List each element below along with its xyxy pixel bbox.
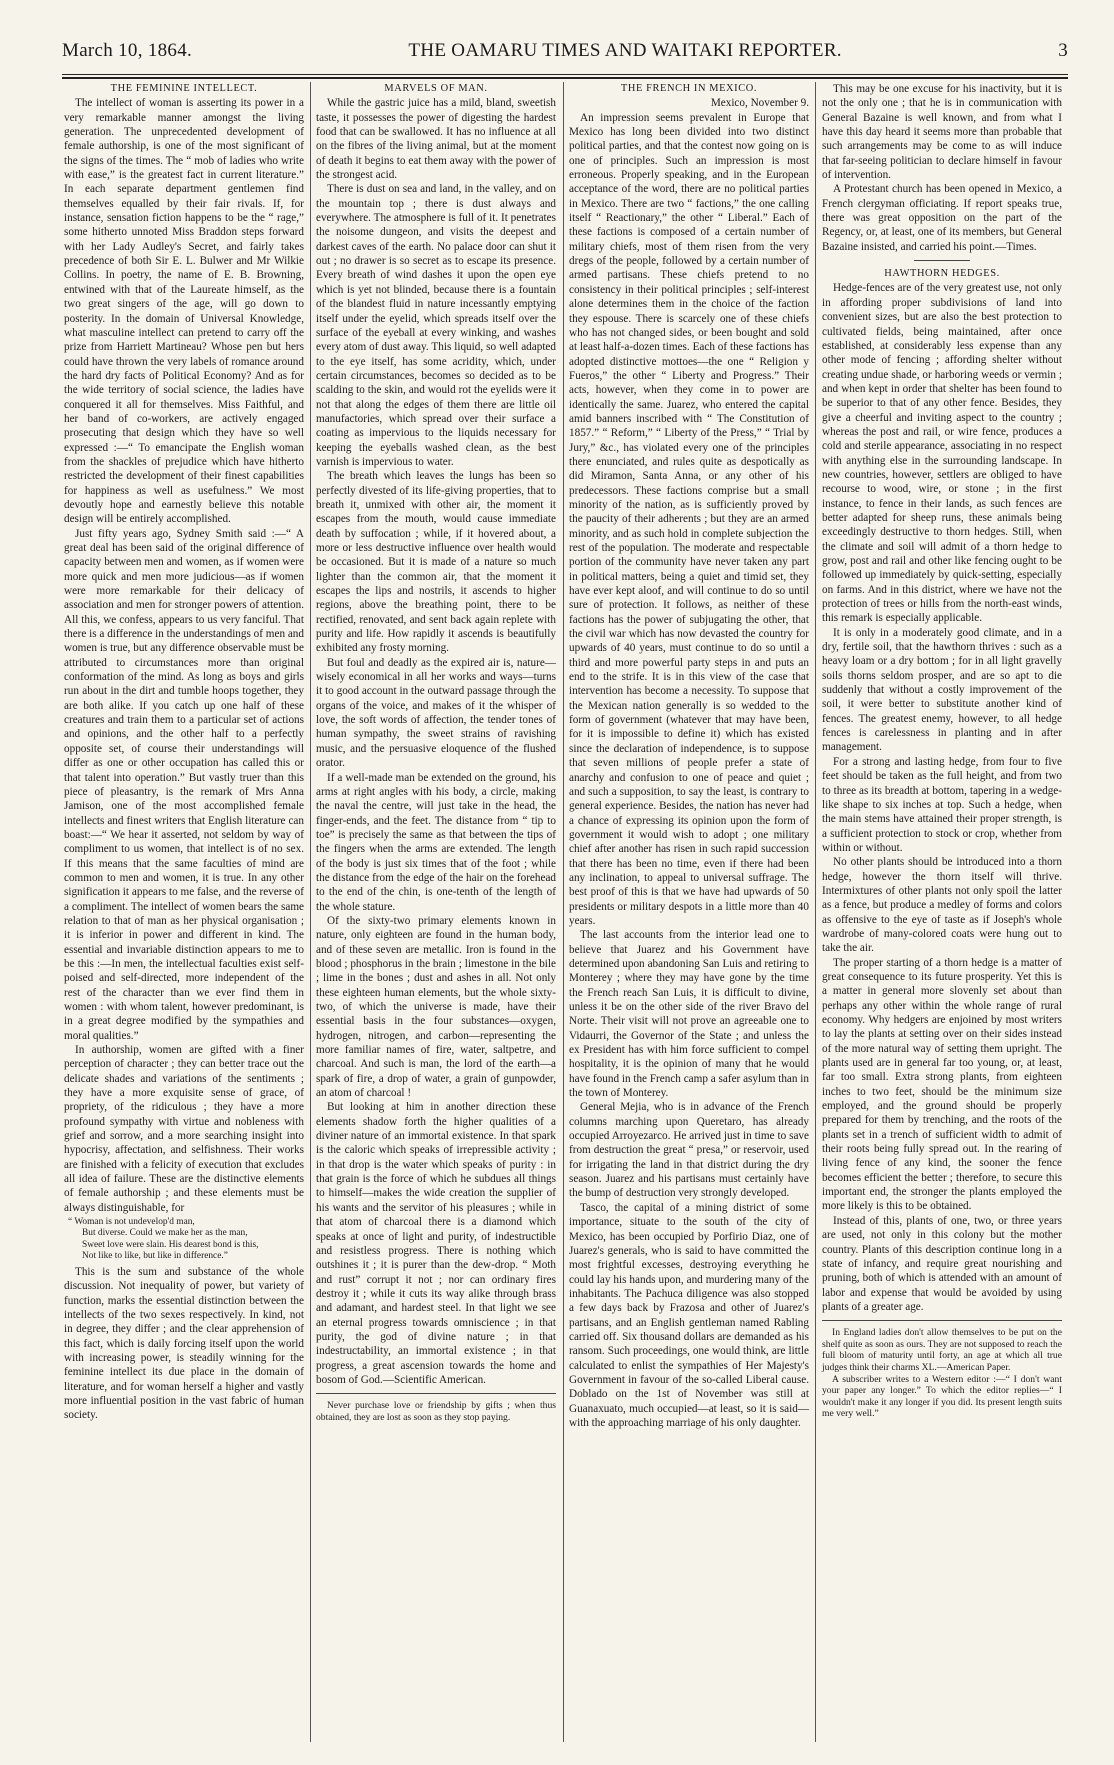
article-paragraph: Just fifty years ago, Sydney Smith said :—“ A great deal has been said of the original difference of capacity between men and women, as if women were more quick and men more judicious—as if women were more remarkable for their delicacy of association and men for stronger powers of attention. All this, we confess, appears to us very fanciful. That there is a difference in the understandings of men and women is true, but any difference observable must be attributed to circumstances more than original conformation of the mind. As long as boys and girls run about in the dirt and tumble hoops together, they are both alike. If you catch up one half of these creatures and train them to a particular set of actions and opinions, and the other half to a perfectly opposite set, of course their understandings will differ as one or other occupation has called this or that talent into operation.” But vastly truer than this piece of pleasantry, is the remark of Mrs Anna Jamison, one of the most accomplished female intellects and finest writers that English literature can boast:—“ We hear it asserted, not seldom by way of compliment to us women, that intellect is of no sex. If this means that the same faculties of mind are common to men and women, it is true. In any other signification it appears to me false, and the reverse of a compliment. The intellect of women bears the same relation to that of man as her physical organisation ; it is inferior in power and different in kind. The essential and invariable distinction appears to me to be this :—In men, the intellectual faculties exist self-poised and self-directed, more independent of the rest of the character than we ever find them in women : with whom talent, however predominant, is in a great degree modified by the sympathies and moral qualities.” [64,527,304,1042]
verse-quote [68,1217,304,1262]
filler-paragraph: A subscriber writes to a Western editor :—“ I don't want your paper any longer.” To which the editor replies—“ I wouldn't make it any longer if you did. Its present length suits me very well.” [822,1373,1062,1420]
article-heading: HAWTHORN HEDGES. [884,268,1000,280]
article-paragraph: In authorship, women are gifted with a finer perception of character ; they can better trace out the delicate shades and variations of the sentiments ; they have a more exquisite sense of grace, of propriety, of the ridiculous ; they have a more profound sympathy with virtue and nobleness with grief and sorrow, and a more searching insight into hypocrisy, affectation, and selfishness. Their works are finished with a felicity of execution that excludes all idea of failure. These are the distinctive elements of female authorship ; and these elements must be always distinguishable, for [64,1044,304,1214]
column-divider [310,82,311,1742]
column-4 [822,82,1062,1420]
filler-paragraph: In England ladies don't allow themselves to be put on the shelf quite as soon as ours. They are not supposed to reach the full bloom of maturity until forty, an age at which all true judges think their charms XL.—American Paper. [822,1327,1062,1373]
article-paragraph: An impression seems prevalent in Europe that Mexico has long been divided into two distinct political parties, and that the contest now going on is one of principles. Such an impression is most erroneous. Properly speaking, and in the European acceptance of the word, there are no political parties in Mexico. There are two “ factions,” the one calling itself “ Reactionary,” the other “ Liberal.” Each of these factions is composed of a certain number of military chiefs, most of them risen from the very dregs of the people, followed by a certain number of armed partisans. These chiefs pretend to no consistency in their political principles ; self-interest alone determines them in the choice of the faction they espouse. There is scarcely one of these chiefs who has not changed sides, or been bought and sold at least half-a-dozen times. Each of these factions has adopted distinctive mottoes—the one “ Religion y Fueros,” the other “ Liberty and Progress.” Their acts, however, when they come in to power are identically the same. Juarez, who entered the capital amid banners inscribed with “ The Constitution of 1857.” “ Reform,” “ Liberty of the Press,” “ Trial by Jury,” &c., has violated every one of the principles there enunciated, and rules quite as despotically as did Miramon, Santa Anna, or any other of his predecessors. These factions comprise but a small minority of the nation, as is sufficiently proved by the paucity of their adherents ; but they are an armed minority, and as such hold in complete subjection the rest of the population. The moderate and respectable portion of the community have never taken any part in political matters, being a quiet and timid set, they have ever kept aloof, and will continue to do so until sure of protection. It follows, as neither of these factions has the power of subjugating the other, that the civil war which has now devasted the country for upwards of 40 years, must continue to do so until a third and more powerful party steps in and puts an end to the strife. It is in this view of the case that intervention has become a necessity. To suppose that the Mexican nation generally is so wedded to the form of government (whatever that may have been, for it is impossible to define it) which has existed since the declaration of independence, is to suppose that seven millions of people prefer a state of anarchy and confusion to one of peace and quiet ; and such a supposition, to say the least, is contrary to general experience. Besides, the nation has never had a chance of expressing its opinion upon the form of government it would wish to adopt ; one military chief after another has risen in such rapid succession that there has been no time, even if there had been any inclination, to appeal to universal suffrage. The best proof of this is that we have had upwards of 50 presidents or military despots in a little more than 40 years. [569,111,809,927]
article-paragraph: General Mejia, who is in advance of the French columns marching upon Queretaro, has already occupied Arroyezarco. He arrived just in time to save from destruction the great “ presa,” or reservoir, used for irrigating the land in that district during the dry season. Juarez and his partisans must certainly have the bump of destruction very strongly developed. [569,1101,809,1200]
article-paragraph: This is the sum and substance of the whole discussion. Not inequality of power, but variety of function, marks the essential distinction between the intellects of the two sexes respectively. In kind, not in degree, they differ ; and the clear apprehension of this fact, which is daily forcing itself upon the world with increasing power, is steadily winning for the feminine intellect its due place in the domain of literature, and for woman herself a higher and vastly more influential position in the vast fabric of human society. [64,1265,304,1422]
column-3 [569,82,809,1430]
article-paragraph: If a well-made man be extended on the ground, his arms at right angles with his body, a circle, making the naval the centre, will just take in the head, the finger-ends, and the feet. The distance from “ tip to toe” is precisely the same as that between the tips of the fingers when the arms are extended. The length of the body is just six times that of the foot ; while the distance from the edge of the hair on the forehead to the end of the chin, is one-tenth of the length of the whole stature. [316,771,556,913]
article-paragraph: The breath which leaves the lungs has been so perfectly divested of its life-giving properties, that to breath it, unmixed with other air, the moment it escapes from the mouth, would cause immediate death by suffocation ; while, if it hovered about, a more or less destructive influence over health would be occasioned. But it is made of a nature so much lighter than the common air, that the moment it escapes the lips and nostrils, it ascends to higher regions, above the breathing point, there to be rectified, renovated, and sent back again replete with purity and life. How rapidly it ascends is beautifully exhibited any frosty morning. [316,470,556,655]
article-paragraph: For a strong and lasting hedge, from four to five feet should be taken as the full height, and from two to three as its breadth at bottom, tapering in a wedge-like shape to six inches at top. Such a hedge, when the main stems have attained their proper strength, is a sufficient protection to stock or crop, whether from within or without. [822,755,1062,854]
masthead-rule-top [62,74,1068,75]
column-divider [815,82,816,1742]
article-heading: MARVELS OF MAN. [384,83,488,94]
dateline: Mexico, November 9. [710,97,809,110]
divider [316,1393,556,1394]
column-1 [64,82,304,1423]
verse-line: “ Woman is not undevelop'd man, [68,1217,195,1228]
article-paragraph: Hedge-fences are of the very greatest use, not only in affording proper subdivisions of land into convenient sizes, but are also the best protection to cultivated fields, being maintained, after once established, at considerably less expense than any other mode of fencing ; affording shelter without creating undue shade, or harboring weeds or vermin ; and when kept in order that shelter has been found to be superior to that of any other fence. Besides, they give a cheerful and inviting aspect to the country ; whereas the post and rail, or wire fence, produces a cold and sterile appearance, associating in no respect with anything else in the surrounding landscape. In new countries, however, settlers are obliged to have recourse to wood, wire, or stone ; in the first instance, to fence in their lands, as such fences are better adapted for sheep runs, these animals being exceedingly destructive to thorn hedges. Still, when the climate and soil will admit of a thorn hedge to grow, post and rail and other like fencing ought to be followed up immediately by quick-setting, especially on farms. And in this district, where we have not the protection of trees or hills from the north-east winds, this remark is especially applicable. [822,282,1062,625]
article-paragraph: But foul and deadly as the expired air is, nature—wisely economical in all her works and ways—turns it to good account in the outward passage through the organs of the voice, and makes of it the whisper of love, the soft words of affection, the tender tones of human sympathy, the sweet strains of ravishing music, and the persuasive eloquence of the flushed orator. [316,656,556,770]
article-paragraph: It is only in a moderately good climate, and in a dry, fertile soil, that the hawthorn thrives : such as a heavy loam or a dry bottom ; for in all light gravelly soils thorns seldom prosper, and are so apt to die suddenly that without a costly improvement of the soil, it were better to substitute another kind of fences. The greatest enemy, however, to all hedge fences is carelessness in planting and in after management. [822,626,1062,754]
article-paragraph: The intellect of woman is asserting its power in a very remarkable manner amongst the living generation. The unprecedented development of female authorship, is one of the most significant of the signs of the times. The “ mob of ladies who write with ease,” is the greatest fact in current literature.” In each separate department gentlemen find themselves equalled by their fair rivals. If, for instance, sensation fiction happens to be the “ rage,” some hitherto unnoted Miss Braddon steps forward with her Lady Audley's Secret, and fairly takes precedence of both Sir E. L. Bulwer and Mr Wilkie Collins. In poetry, the name of E. B. Browning, entwined with that of the Laureate himself, as the two great singers of the age, will go down to posterity. In the domain of Universal Knowledge, what masculine intellect can pretend to carry off the prize from Harriett Martineau? Whose pen but hers could have thrown the very labels of romance around the hard dry facts of Political Economy? And as for the wide territory of social science, the ladies have conquered it all for themselves. Miss Faithful, and her band of co-workers, are actively engaged prosecuting that design which they have so well expressed :—“ To emancipate the English woman from the shackles of prejudice which have hitherto restricted the development of their finest capabilities for happiness as well as usefulness.” We most devoutly hope and earnestly believe this notable design will be entirely accomplished. [64,97,304,526]
divider [914,260,970,261]
article-paragraph: But looking at him in another direction these elements shadow forth the higher qualities of a diviner nature of an immortal existence. In that spark is the caloric which speaks of irrepressible activity ; in that drop is the water which speaks of purity : in that grain is the force of which he subdues all things to himself—makes the wide creation the supplier of his wants and the servitor of his pleasures ; while in that atom of charcoal there is a diamond which speaks at once of light and purity, of indestructible and resistless progress. There is nothing which outshines it ; it is purer than the dew-drop. “ Moth and rust” corrupt it not ; nor can ordinary fires destroy it ; while it cuts its way alike through brass and adamant, and hardest steel. In that light we see an eternal progress towards omniscience ; in that purity, the god of divine nature ; in that indestructability, an immortal existence ; in that progress, a great ascension towards the home and bosom of God.—Scientific American. [316,1101,556,1386]
article-paragraph: The proper starting of a thorn hedge is a matter of great consequence to its future prosperity. Yet this is a matter in general more slovenly set about than perhaps any other within the whole range of rural economy. Why hedgers are enjoined by most writers to lay the plants at setting over on their sides instead of the more natural way of setting them upright. The plants used are in general far too young, or, at least, far too small. Extra strong plants, from eighteen inches to two feet, should be the minimum size employed, and the ground should be properly prepared for them by trenching, and the roots of the plants set in a trench of sufficient width to admit of their roots being fully spread out. In the rearing of living fence of any kind, the sooner the fence becomes efficient the better ; therefore, to secure this important end, the stronger the plants employed the more likely is this to be obtained. [822,956,1062,1213]
article-heading: THE FEMININE INTELLECT. [110,83,258,94]
article-paragraph: Of the sixty-two primary elements known in nature, only eighteen are found in the human body, and of these seven are metallic. Iron is found in the blood ; phosphorus in the brain ; limestone in the bile ; lime in the bones ; dust and ashes in all. Not only these eighteen human elements, but the whole sixty-two, of which the universe is made, have their essential basis in the four substances—oxygen, hydrogen, nitrogen, and carbon—representing the more familiar names of fire, water, saltpetre, and charcoal. And such is man, the lord of the earth—a spark of fire, a drop of water, a grain of gunpowder, an atom of charcoal ! [316,914,556,1100]
masthead-rule-bottom [62,77,1068,79]
verse-line: Not like to like, but like in difference.” [82,1250,228,1261]
issue-date: March 10, 1864. [62,40,193,61]
page-number: 3 [1058,40,1068,61]
filler-block [822,1327,1062,1420]
article-paragraph: While the gastric juice has a mild, bland, sweetish taste, it possesses the power of digesting the hardest food that can be swallowed. It has no influence at all on the fibres of the living animal, but at the moment of death it begins to eat them away with the power of the strongest acid. [316,97,556,182]
filler-paragraph: Never purchase love or friendship by gifts ; when thus obtained, they are lost as soon as they stop paying. [316,1400,556,1423]
article-paragraph: The last accounts from the interior lead one to believe that Juarez and his Government have determined upon abandoning San Luis and retiring to Monterey ; where they may have gone by the time the French reach San Luis, it is difficult to divine, unless it be on the other side of the river Bravo del Norte. Their visit will not prove an agreeable one to Vidaurri, the Governor of the State ; and unless the ex President has with him force sufficient to compel hospitality, it is the opinion of many that he would have found in the French camp a safer asylum than in the town of Monterey. [569,929,809,1100]
article-paragraph: Tasco, the capital of a mining district of some importance, situate to the south of the city of Mexico, has been occupied by Porfirio Diaz, one of Juarez's generals, who is said to have committed the most frightful excesses, destroying everything he could lay his hands upon, and murdering many of the inhabitants. The Pachuca diligence was also stopped a few days back by Frazosa and other of Juarez's partisans, and an English gentleman named Rabling carried off. Six thousand dollars are demanded as his ransom. Such proceedings, one would think, are little calculated to enlist the sympathies of Her Majesty's Government in favour of the so-called Liberal cause. Doblado on the 1st of November was still at Guanaxuato, much occupied—at least, so it is said—with the approaching marriage of his only daughter. [569,1201,809,1429]
verse-line: But diverse. Could we make her as the man, [82,1228,248,1239]
newspaper-title: THE OAMARU TIMES AND WAITAKI REPORTER. [408,40,842,61]
article-paragraph: Instead of this, plants of one, two, or three years are used, not only in this colony but the mother country. Plants of this description continue long in a state of infancy, and require great nourishing and pruning, both of which is attended with an amount of labor and expense that would be avoided by using plants of a greater age. [822,1214,1062,1313]
article-paragraph: No other plants should be introduced into a thorn hedge, however the thorn itself will thrive. Intermixtures of other plants not only spoil the latter as a fence, but produce a medley of forms and colors as offensive to the eye of taste as if Joseph's whole wardrobe of many-colored coats were hung out to take the air. [822,856,1062,955]
verse-line: Sweet love were slain. His dearest bond is this, [82,1239,259,1250]
column-divider [563,82,564,1742]
divider [822,1320,1062,1321]
article-heading: THE FRENCH IN MEXICO. [620,83,758,94]
masthead [62,40,1068,68]
article-paragraph: There is dust on sea and land, in the valley, and on the mountain top ; there is dust always and everywhere. The atmosphere is full of it. It penetrates the noisome dungeon, and visits the deepest and darkest caves of the earth. No palace door can shut it out ; no drawer is so secret as to escape its presence. Every breath of wind dashes it upon the open eye which is yet not blinded, because there is a fountain of the blandest fluid in nature incessantly emptying itself under the eyelid, which spreads itself over the surface of the eyeball at every winking, and washes every atom of dust away. This liquid, so well adapted to the eye itself, has some acridity, which, under certain circumstances, becomes so decided as to be scalding to the skin, and would rot the eyelids were it not that along the edges of them there are little oil manufactories, which spread over their surface a coating as impervious to the liquids necessary for keeping the eyeballs washed clean, as the best varnish is impervious to water. [316,183,556,468]
article-paragraph: This may be one excuse for his inactivity, but it is not the only one ; that he is in communication with General Bazaine is well known, and from what I have this day heard it seems more than probable that such arrangements may be come to as will induce that far-seeing politician to declare himself in favour of intervention. [822,83,1062,182]
article-paragraph: A Protestant church has been opened in Mexico, a French clergyman officiating. If report speaks true, there was great opposition on the part of the Regency, or, at least, one of its members, but General Bazaine insisted, and carried his point.—Times. [822,183,1062,253]
column-2 [316,82,556,1423]
